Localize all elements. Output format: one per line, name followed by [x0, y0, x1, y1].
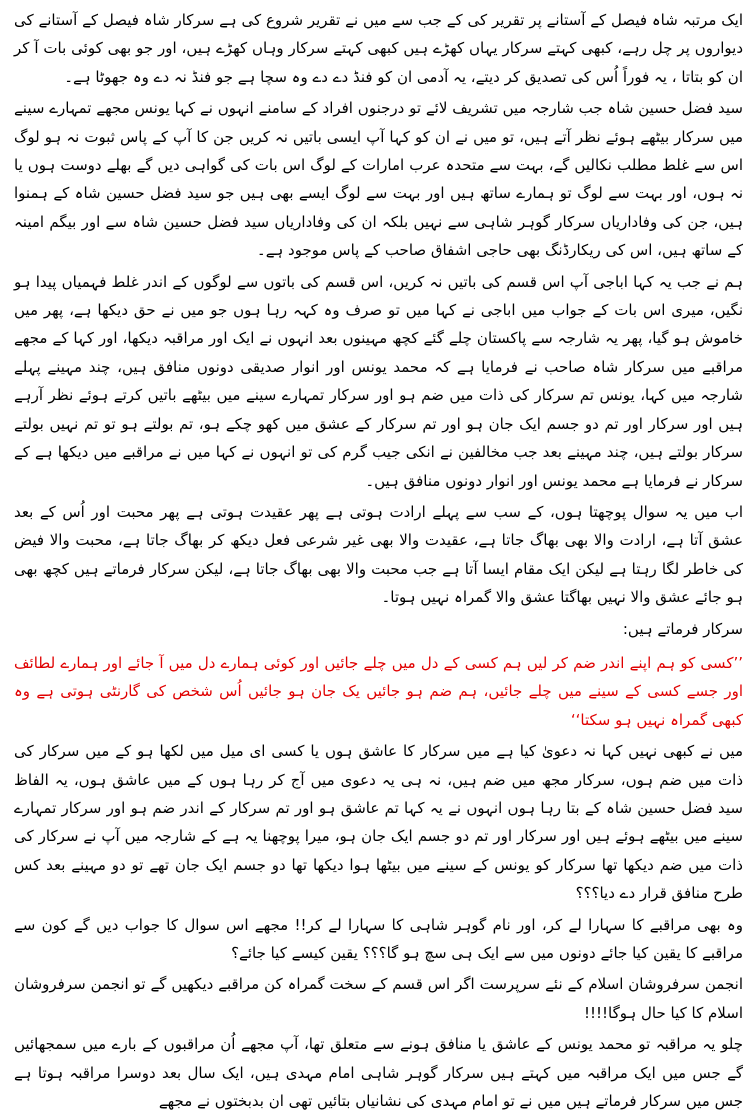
- paragraph-4: اب میں یہ سوال پوچھتا ہوں، کے سب سے پہلے ارادت ہوتی ہے پھر عقیدت ہوتی ہے پھر محبت اور اُس کے بعد عشق آتا ہے، ارادت والا بھی بھاگ جاتا ہے، عقیدت والا بھی غیر شرعی فعل دیکھ کر بھاگ جاتا ہے، محبت والا فیض کی خاطر لگا رہتا ہے لیکن ایک مقام ایسا آتا ہے جب محبت والا بھی بھاگ جاتا ہے، لیکن سرکار فرماتے ہیں کچھ بھی ہو جائے عشق والا نہیں بھاگتا عشق والا گمراہ نہیں ہوتا۔: [14, 502, 743, 607]
- quote-paragraph: ’’کسی کو ہم اپنے اندر ضم کر لیں ہم کسی کے دل میں چلے جائیں اور کوئی ہمارے دل میں آ جائے اور ہمارے لطائف اور جسے کسی کے سینے میں چلے جائیں، ہم ضم ہو جائیں یک جان ہو جائیں اُس شخص کی گارنٹی ہوتی ہے وہ کبھی گمراہ نہیں ہو سکتا‘‘: [14, 653, 743, 729]
- paragraph-9: انجمن سرفروشان اسلام کے نئے سرپرست اگر اس قسم کے سخت گمراہ کن مراقبے دیکھیں گے تو انجمن سرفروشان اسلام کا کیا حال ہوگا!!!!: [14, 975, 743, 1022]
- paragraph-1: ایک مرتبہ شاہ فیصل کے آستانے پر تقریر کی کے جب سے میں نے تقریر شروع کی ہے سرکار شاہ فیصل کے آستانے کی دیواروں پر چل رہے، کبھی کہتے سرکار یہاں کھڑے ہیں کبھی کہتے سرکار وہاں کھڑے ہیں، اور جو بھی کوئی بات آ کر ان کو بتاتا ، یہ فوراً اُس کی تصدیق کر دیتے، یہ آدمی ان کو فنڈ دے دے وہ سچا ہے جو فنڈ نہ دے وہ جھوٹا ہے۔: [14, 11, 743, 86]
- paragraph-3: ہم نے جب یہ کہا اباجی آپ اس قسم کی باتیں نہ کریں، اس قسم کی باتوں سے لوگوں کے اندر غلط فہمیاں پیدا ہو نگیں، میری اس بات کے جواب میں اباجی نے کہا میں تو صرف وہ کہہ رہا ہوں جو میں نے حق دیکھا ہے، پھر میں خاموش ہو گیا، پھر یہ شارجہ سے پاکستان چلے گئے کچھ مہینوں بعد انہوں نے ایک اور مراقبہ دیکھا، اور کہا کے مجھے مراقبے میں سرکار شاہ صاحب نے فرمایا ہے کہ محمد یونس اور انوار صدیقی دونوں منافق ہیں، چند مہینے پہلے شارجہ میں کہا، یونس تم سرکار کی ذات میں ضم ہو اور سرکار تمہارے سینے میں بیٹھے باتیں کرتے ہوئے نظر آرہے ہیں اور سرکار اور تم دو جسم ایک جان ہو اور تم سرکار کے عشق میں کھو چکے ہو، تم بولتے ہو تو تم نہیں بولتے سرکار بولتے ہیں، چند مہینے بعد جب مخالفین نے انکی جیب گرم کی تو انہوں نے کہا میں نے مراقبے میں دیکھا ہے کے سرکار نے فرمایا ہے محمد یونس اور انوار دونوں منافق ہیں۔: [14, 272, 743, 490]
- paragraph-8: وہ بھی مراقبے کا سہارا لے کر، اور نام گوہر شاہی کا سہارا لے کر!! مجھے اس سوال کا جواب دیں گے کون سے مراقبے کا یقین کیا جائے دونوں میں سے ایک ہی سچ ہو گا؟؟؟ یقین کیسے کیا جائے؟: [14, 915, 743, 962]
- paragraph-7: میں نے کبھی نہیں کہا نہ دعویٰ کیا ہے میں سرکار کا عاشق ہوں یا کسی ای میل میں لکھا ہو کے میں سرکار کی ذات میں ضم ہوں، سرکار مجھ میں ضم ہیں، نہ ہی یہ دعوی میں آج کر رہا ہوں کے میں عاشق ہوں، یہ الفاظ سید فضل حسین شاہ کے بتا رہا ہوں انہوں نے یہ کہا تم عاشق ہو اور تم سرکار کے اندر ضم ہو اور سرکار تمہارے سینے میں بیٹھے ہوئے ہیں اور سرکار اور تم دو جسم ایک جان ہو، میرا پوچھنا یہ ہے کے شارجہ میں آپ نے سرکار کی ذات میں ضم دیکھا تھا سرکار کو یونس کے سینے میں بیٹھا ہوا دیکھا تھا دو جسم ایک جان تھے تو دو مہینے بعد کس طرح منافق قرار دے دیا؟؟؟: [14, 742, 743, 903]
- section-heading: سرکار فرماتے ہیں:: [622, 619, 743, 638]
- paragraph-10: چلو یہ مراقبہ تو محمد یونس کے عاشق یا منافق ہونے سے متعلق تھا، آپ مجھے اُن مراقبوں کے بارے میں سمجھائیں گے جس میں ایک مراقبہ میں کہتے ہیں سرکار گوہر شاہی امام مہدی ہیں، ایک سال بعد دوسرا مراقبہ ہوتا ہے جس میں سرکار فرماتے ہیں میں نے تو امام مہدی کی نشانیاں بتائیں تھی ان بدبختوں نے مجھے: [14, 1035, 743, 1111]
- paragraph-2: سید فضل حسین شاہ جب شارجہ میں تشریف لائے تو درجنوں افراد کے سامنے انہوں نے کہا یونس مجھے تمہارے سینے میں سرکار بیٹھے ہوئے نظر آتے ہیں، تو میں نے ان کو کہا آپ ایسی باتیں نہ کریں جن کا آپ کے پاس ثبوت نہ ہو لوگ اس سے غلط مطلب نکالیں گے، بہت سے متحدہ عرب امارات کے لوگ اس بات کی گواہی دیں گے بھلے دوست ہوں یا نہ ہوں، اور بہت سے لوگ تو ہمارے ساتھ ہیں اور بہت سے لوگ ایسے بھی ہیں جو سید فضل حسین شاہ کے ہمنوا ہیں، جن کی وفاداریاں سرکار گوہر شاہی سے نہیں بلکہ ان کی وفاداریاں سید فضل حسین شاہ سے اور بیگم امینہ کے ساتھ ہیں، اس کی ریکارڈنگ بھی حاجی اشفاق صاحب کے پاس موجود ہے۔: [14, 99, 743, 260]
